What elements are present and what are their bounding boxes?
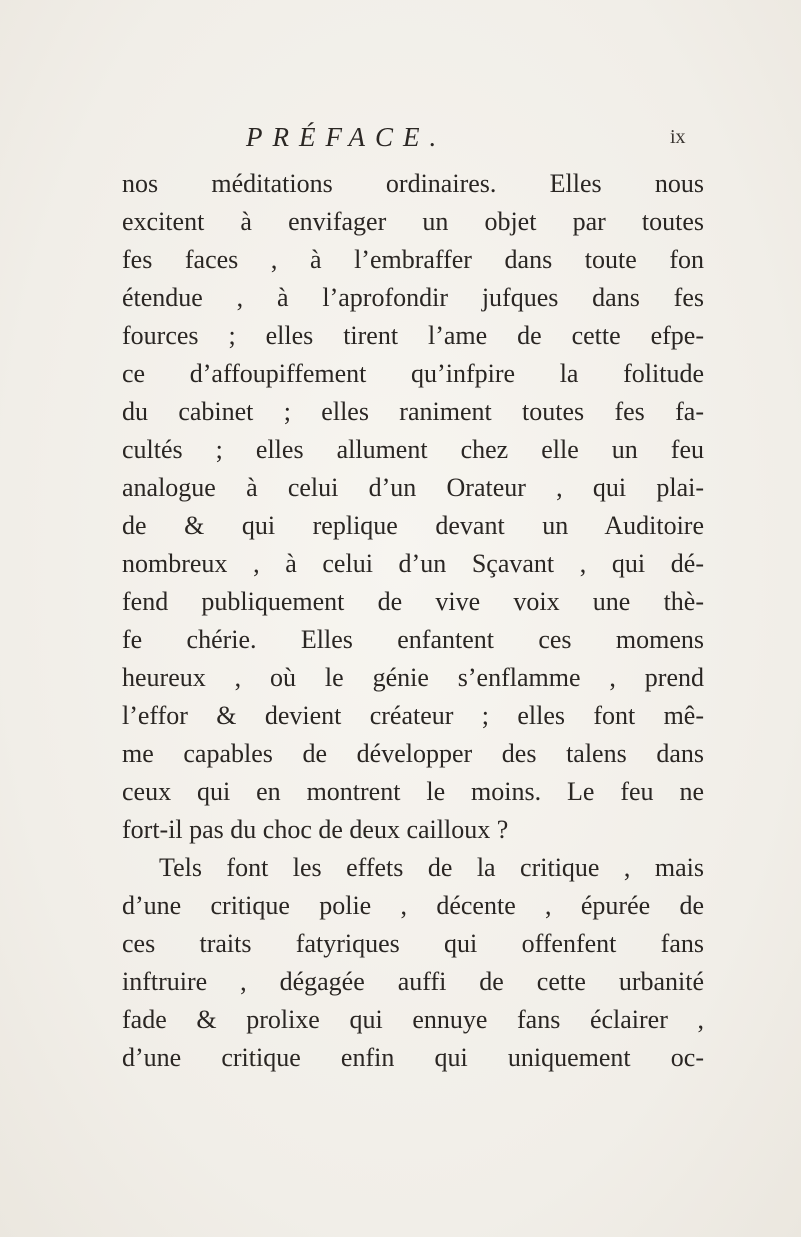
text-line: fade & prolixe qui ennuye fans éclairer , [122,1005,704,1034]
running-title: PRÉFACE. [246,122,447,152]
body-text [122,165,704,1077]
text-line: fort-il pas du choc de deux cailloux ? [122,815,509,844]
text-line: fources ; elles tirent l’ame de cette efpe- [122,321,704,350]
text-line: heureux , où le génie s’enflamme , prend [122,663,704,692]
text-line: ces traits fatyriques qui offenfent fans [122,929,704,958]
text-line: cultés ; elles allument chez elle un feu [122,435,704,464]
text-line: analogue à celui d’un Orateur , qui plai- [122,473,704,502]
text-line: excitent à envifager un objet par toutes [122,207,704,236]
text-line: ceux qui en montrent le moins. Le feu ne [122,777,704,806]
text-line: l’effor & devient créateur ; elles font mê- [122,701,704,730]
text-line: d’une critique polie , décente , épurée de [122,891,704,920]
page-number: ix [670,126,686,148]
text-line: ce d’affoupiffement qu’infpire la folitude [122,359,704,388]
text-line: fes faces , à l’embraffer dans toute fon [122,245,704,274]
text-line: fe chérie. Elles enfantent ces momens [122,625,704,654]
text-line: de & qui replique devant un Auditoire [122,511,704,540]
text-line: d’une critique enfin qui uniquement oc- [122,1043,704,1072]
text-line: Tels font les effets de la critique , mais [159,853,704,882]
text-line: fend publiquement de vive voix une thè- [122,587,704,616]
text-line: du cabinet ; elles raniment toutes fes fa- [122,397,704,426]
page-header [0,122,801,162]
text-line: me capables de développer des talens dans [122,739,704,768]
text-line: nombreux , à celui d’un Sçavant , qui dé- [122,549,704,578]
text-line: étendue , à l’aprofondir jufques dans fes [122,283,704,312]
text-line: nos méditations ordinaires. Elles nous [122,169,704,198]
text-line: inftruire , dégagée auffi de cette urbanité [122,967,704,996]
